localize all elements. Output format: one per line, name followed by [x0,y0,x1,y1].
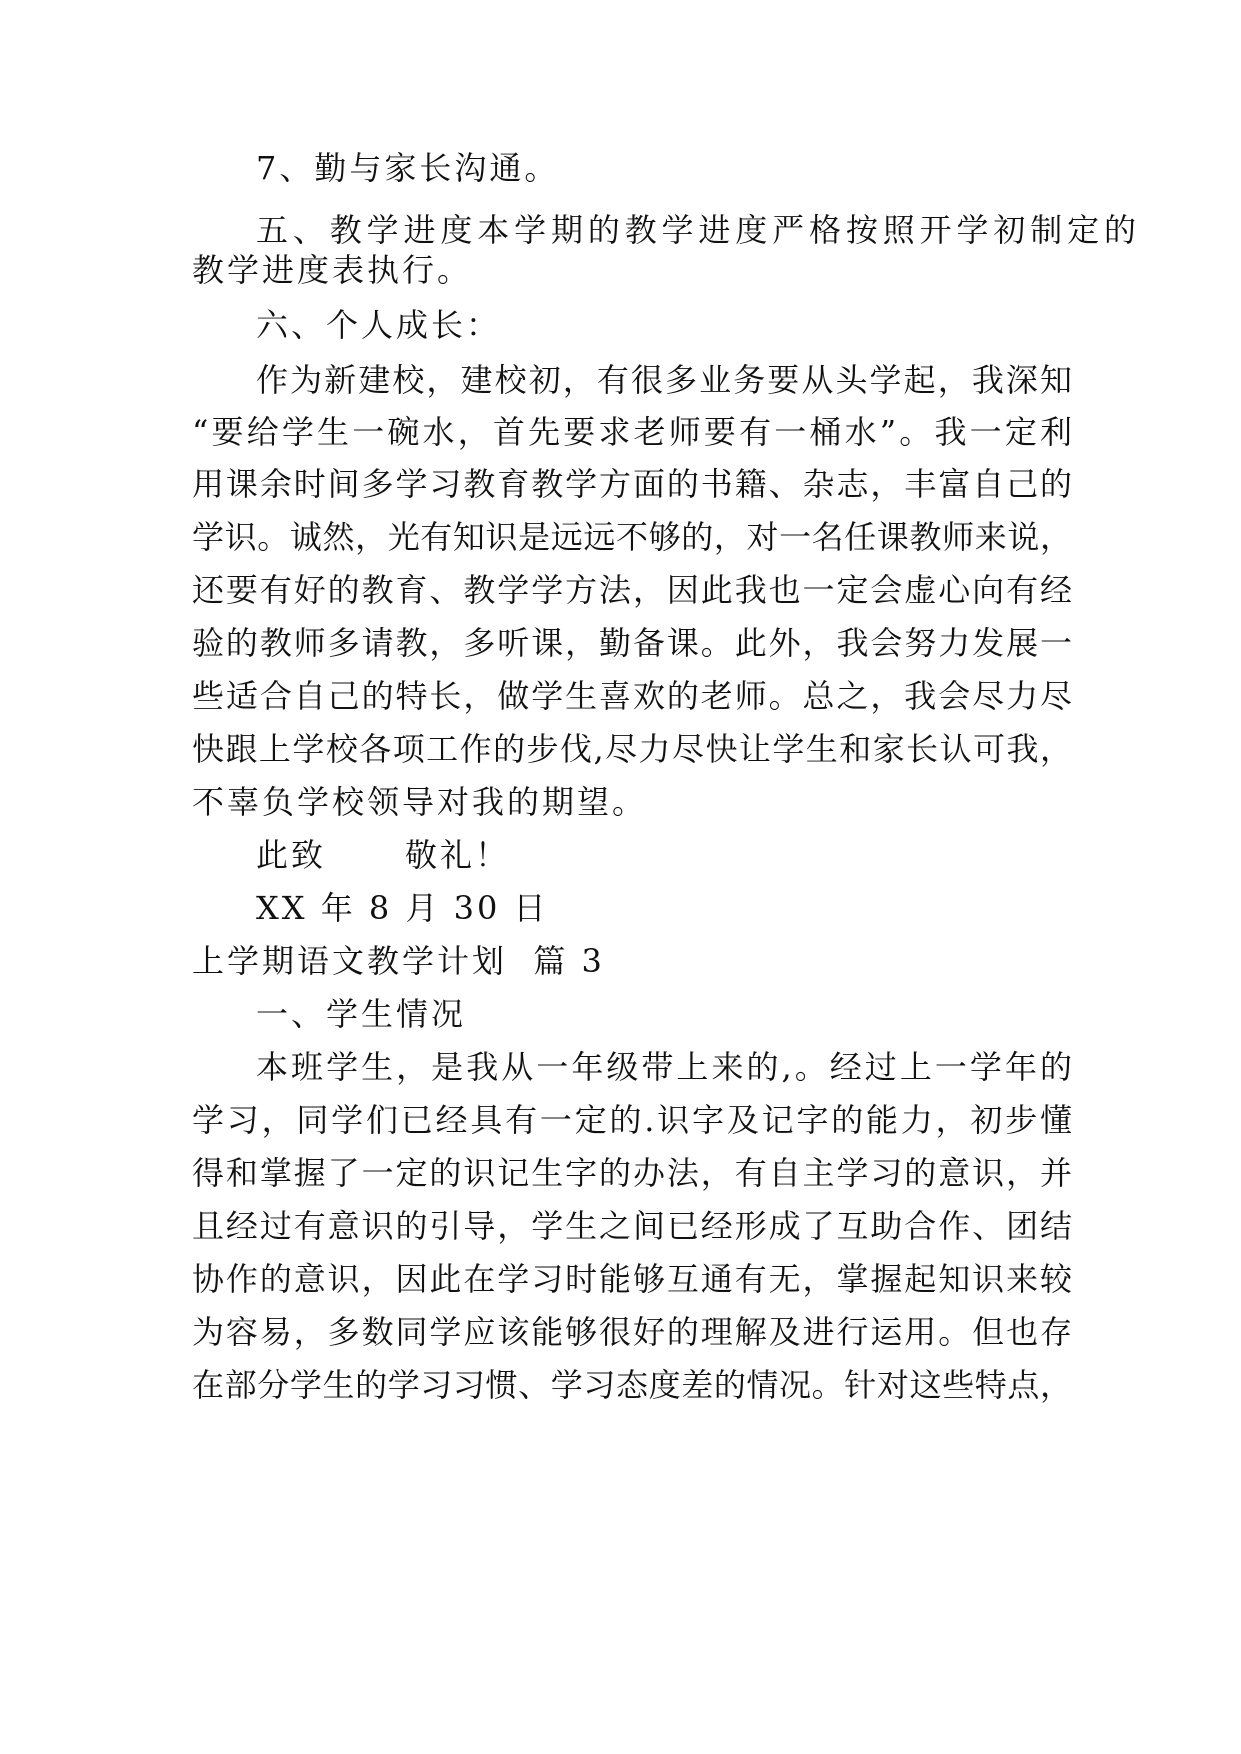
letter-date: XX 年 8 月 30 日 [256,889,549,927]
section-title: 上学期语文教学计划 篇 3 [192,942,605,980]
text-line: 且经过有意识的引导，学生之间已经形成了互助合作、团结 [192,1207,1072,1245]
text-line: 六、个人成长： [256,306,502,344]
text-line: 学识。诚然，光有知识是远远不够的，对一名任课教师来说， [192,518,1072,556]
text-line: 得和掌握了一定的识记生字的办法，有自主学习的意识，并 [192,1154,1072,1192]
text-line: 快跟上学校各项工作的步伐,尽力尽快让学生和家长认可我， [192,730,1072,768]
text-line: 用课余时间多学习教育教学方面的书籍、杂志，丰富自己的 [192,465,1072,503]
text-line: 本班学生，是我从一年级带上来的,。经过上一学年的 [256,1048,1072,1086]
closing-salutation: 此致 敬礼！ [256,836,511,874]
text-line: 7、勤与家长沟通。 [256,149,560,187]
text-line: 为容易，多数同学应该能够很好的理解及进行运用。但也存 [192,1313,1072,1351]
text-line: 教学进度表执行。 [192,251,473,289]
text-line: 五、教学进度本学期的教学进度严格按照开学初制定的 [256,211,1136,249]
text-line: 协作的意识，因此在学习时能够互通有无，掌握起知识来较 [192,1260,1072,1298]
text-line: 在部分学生的学习习惯、学习态度差的情况。针对这些特点， [192,1366,1072,1404]
text-line: 作为新建校，建校初，有很多业务要从头学起，我深知 [256,361,1072,399]
text-line: 还要有好的教育、教学学方法，因此我也一定会虚心向有经 [192,571,1072,609]
text-line: 些适合自己的特长，做学生喜欢的老师。总之，我会尽力尽 [192,677,1072,715]
text-line: 不辜负学校领导对我的期望。 [192,783,648,821]
text-line: 学习，同学们已经具有一定的.识字及记字的能力，初步懂 [192,1101,1072,1139]
section-heading: 一、学生情况 [256,995,467,1033]
text-line: 验的教师多请教，多听课，勤备课。此外，我会努力发展一 [192,624,1072,662]
text-line: “要给学生一碗水，首先要求老师要有一桶水”。我一定利 [192,413,1072,451]
